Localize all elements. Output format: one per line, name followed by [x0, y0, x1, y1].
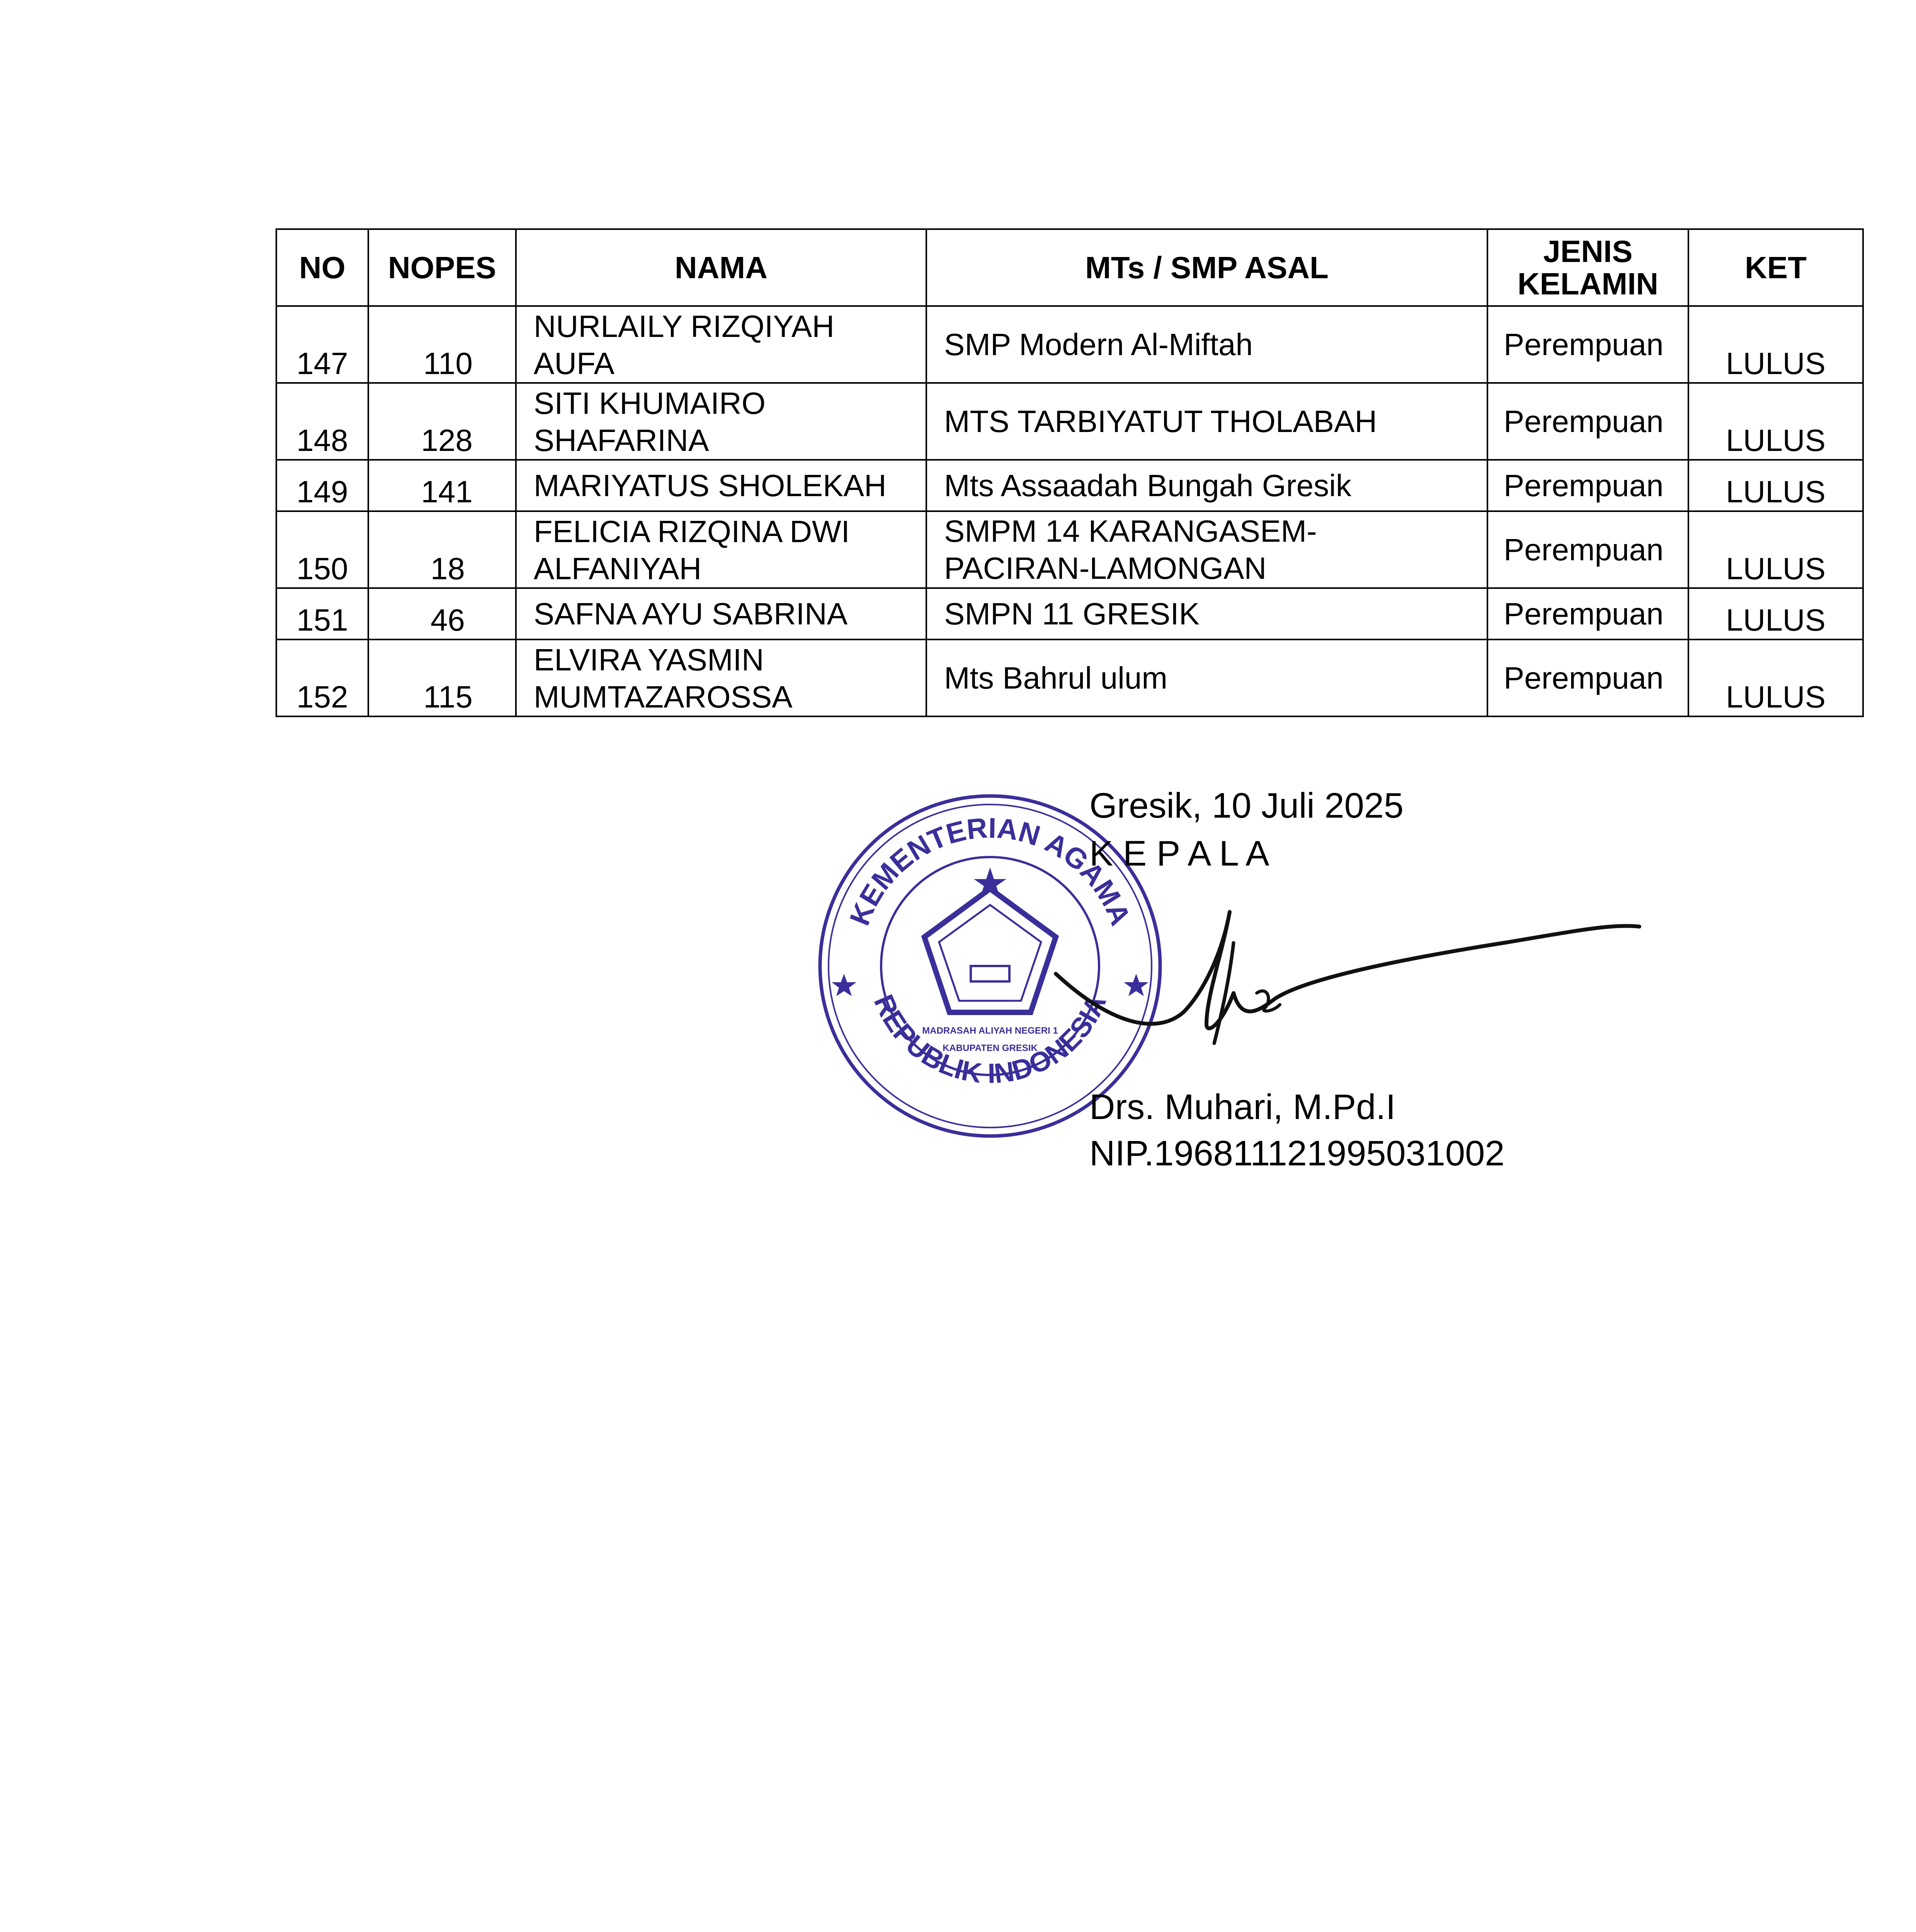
signature-block	[816, 784, 1628, 1186]
name-line: ALFANIYAH	[534, 551, 702, 586]
table-row	[276, 639, 1863, 716]
cell-gender: Perempuan	[1487, 588, 1688, 639]
cell-ket: LULUS	[1688, 383, 1863, 460]
cell-no: 152	[276, 639, 368, 716]
cell-gender: Perempuan	[1487, 639, 1688, 716]
name-line: SHAFARINA	[534, 423, 709, 457]
cell-no: 148	[276, 383, 368, 460]
cell-school	[926, 306, 1487, 383]
name-line: SITI KHUMAIRO	[534, 386, 766, 420]
header-school: MTs / SMP ASAL	[926, 229, 1487, 306]
cell-nopes: 115	[368, 639, 516, 716]
stamp-bottom-text: REPUBLIK INDONESIA	[868, 990, 1113, 1090]
stamp-inner-line2: KABUPATEN GRESIK	[943, 1043, 1038, 1053]
school-line: Mts Bahrul ulum	[944, 660, 1167, 695]
cell-ket: LULUS	[1688, 588, 1863, 639]
cell-name	[516, 460, 926, 511]
cell-no: 147	[276, 306, 368, 383]
stamp-star-icon	[832, 974, 856, 996]
cell-school	[926, 588, 1487, 639]
name-line: AUFA	[534, 346, 614, 381]
signatory-nip: NIP.196811121995031002	[1089, 1134, 1505, 1173]
place-date: Gresik, 10 Juli 2025	[1089, 786, 1404, 825]
cell-name	[516, 511, 926, 588]
table-row	[276, 511, 1863, 588]
cell-nopes: 128	[368, 383, 516, 460]
cell-name	[516, 383, 926, 460]
school-line: Mts Assaadah Bungah Gresik	[944, 468, 1351, 503]
name-line: MARIYATUS SHOLEKAH	[534, 468, 887, 503]
cell-nopes: 18	[368, 511, 516, 588]
cell-nopes: 46	[368, 588, 516, 639]
cell-name	[516, 588, 926, 639]
cell-no: 149	[276, 460, 368, 511]
stamp-inner-line1: MADRASAH ALIYAH NEGERI 1	[922, 1026, 1058, 1036]
cell-no: 150	[276, 511, 368, 588]
cell-ket: LULUS	[1688, 639, 1863, 716]
results-table	[276, 228, 1864, 717]
cell-school	[926, 639, 1487, 716]
name-line: MUMTAZAROSSA	[534, 680, 793, 714]
school-line: MTS TARBIYATUT THOLABAH	[944, 404, 1377, 439]
cell-ket: LULUS	[1688, 460, 1863, 511]
table-row	[276, 306, 1863, 383]
cell-gender: Perempuan	[1487, 460, 1688, 511]
cell-ket: LULUS	[1688, 511, 1863, 588]
handwritten-signature	[1040, 896, 1643, 1070]
cell-nopes: 141	[368, 460, 516, 511]
header-nama: NAMA	[516, 229, 926, 306]
cell-name	[516, 639, 926, 716]
school-line: PACIRAN-LAMONGAN	[944, 551, 1267, 585]
table-row	[276, 460, 1863, 511]
table-header-row	[276, 229, 1863, 306]
school-line: SMP Modern Al-Miftah	[944, 327, 1253, 362]
signatory-name: Drs. Muhari, M.Pd.I	[1089, 1087, 1396, 1127]
cell-gender: Perempuan	[1487, 306, 1688, 383]
name-line: SAFNA AYU SABRINA	[534, 596, 848, 631]
cell-name	[516, 306, 926, 383]
header-gender: JENIS KELAMIN	[1487, 229, 1688, 306]
table-row	[276, 383, 1863, 460]
table-row	[276, 588, 1863, 639]
cell-school	[926, 383, 1487, 460]
header-no: NO	[276, 229, 368, 306]
name-line: FELICIA RIZQINA DWI	[534, 514, 850, 549]
stamp-star-icon	[974, 867, 1006, 898]
cell-no: 151	[276, 588, 368, 639]
cell-gender: Perempuan	[1487, 383, 1688, 460]
header-ket: KET	[1688, 229, 1863, 306]
cell-gender: Perempuan	[1487, 511, 1688, 588]
header-nopes: NOPES	[368, 229, 516, 306]
cell-school	[926, 460, 1487, 511]
cell-ket: LULUS	[1688, 306, 1863, 383]
school-line: SMPN 11 GRESIK	[944, 596, 1200, 631]
name-line: ELVIRA YASMIN	[534, 643, 764, 677]
stamp-top-text: KEMENTERIAN AGAMA	[843, 811, 1137, 930]
cell-nopes: 110	[368, 306, 516, 383]
name-line: NURLAILY RIZQIYAH	[534, 309, 834, 344]
signatory-position: K E P A L A	[1089, 834, 1269, 873]
school-line: SMPM 14 KARANGASEM-	[944, 514, 1317, 548]
cell-school	[926, 511, 1487, 588]
